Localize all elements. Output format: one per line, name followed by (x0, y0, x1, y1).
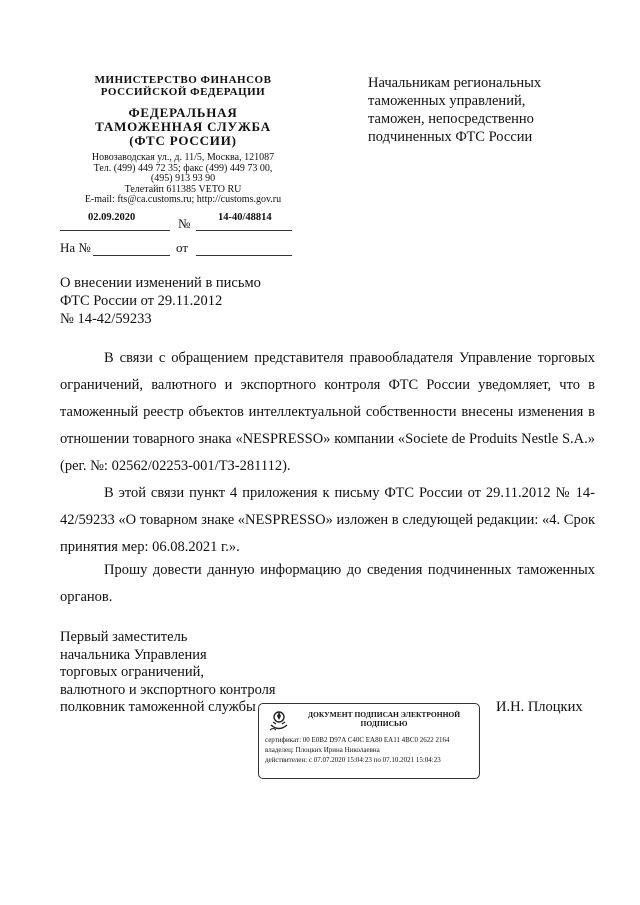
agency-address (58, 153, 308, 206)
ministry-line1: МИНИСТЕРСТВО ФИНАНСОВ (94, 74, 272, 86)
reg-number-sign: № (178, 216, 191, 231)
addressee-line1: Начальникам региональных (368, 75, 542, 91)
address-line1: Новозаводская ул., д. 11/5, Москва, 121087 (91, 152, 275, 163)
subject-line3: № 14-42/59233 (60, 311, 152, 327)
signatory-line5: полковник таможенной службы (60, 699, 256, 715)
subject-block (60, 274, 261, 328)
signatory-line3: торговых ограничений, (60, 664, 204, 680)
subject-line2: ФТС России от 29.11.2012 (60, 293, 223, 309)
signatory-line2: начальника Управления (60, 646, 207, 663)
stamp-details (265, 736, 477, 765)
subject-line1: О внесении изменений в письмо (60, 275, 261, 291)
body-paragraph-1: В связи с обращением представителя правообладателя Управление торговых ограничений, валютного и экспортного контроля ФТС России уведомляет, что в таможенный реестр объектов интеллектуальной собственности внесены изменения в отношении товарного знака «NESPRESSO» компании «Societe de Produits Nestle S.A.» (рег. №: 02562/02253-001/ТЗ-281112). (60, 350, 595, 474)
emblem-icon (267, 708, 291, 737)
ref-from-label: от (176, 240, 189, 255)
body-paragraph-3: Прошу довести данную информацию до сведения подчиненных таможенных органов. (60, 562, 595, 605)
agency-name (58, 106, 308, 148)
reg-number: 14-40/48814 (218, 212, 272, 223)
reg-date: 02.09.2020 (88, 212, 136, 223)
stamp-validity: действителен: с 07.07.2020 15:04:23 по 07.10.2021 15:04:23 (265, 756, 441, 764)
signatory-name: И.Н. Плоцких (496, 699, 583, 715)
address-line4: Телетайп 611385 VETO RU (124, 183, 242, 195)
address-line5: E-mail: fts@ca.customs.ru; http://customs.gov.ru (84, 194, 282, 205)
signatory-line4: валютного и экспортного контроля (60, 681, 276, 698)
agency-line3: (ФТС РОССИИ) (129, 133, 237, 148)
ministry-line2: РОССИЙСКОЙ ФЕДЕРАЦИИ (100, 86, 266, 98)
stamp-title: ДОКУМЕНТ ПОДПИСАН ЭЛЕКТРОННОЙ ПОДПИСЬЮ (307, 710, 461, 728)
addressee-line2: таможенных управлений, (368, 93, 526, 109)
stamp-owner: владелец: Плоцких Ирина Николаевна (265, 746, 380, 754)
body-paragraph-2: В этой связи пункт 4 приложения к письму ФТС России от 29.11.2012 № 14-42/59233 «О товарном знаке «NESPRESSO» изложен в следующей редакции: «4. Срок принятия мер: 06.08.2021 г.». (60, 485, 595, 555)
reg-number-field (196, 212, 292, 231)
agency-line1: ФЕДЕРАЛЬНАЯ (128, 105, 238, 120)
addressee-line3: таможен, непосредственно (368, 111, 534, 127)
addressee-block (368, 74, 598, 146)
ref-number-field (93, 240, 170, 256)
addressee-line4: подчиненных ФТС России (368, 129, 533, 145)
signatory-title (60, 629, 276, 717)
ministry-name (58, 74, 308, 98)
agency-line2: ТАМОЖЕННАЯ СЛУЖБА (95, 119, 271, 134)
reg-date-field (60, 212, 170, 231)
ref-date-field (196, 240, 292, 256)
e-signature-stamp (258, 703, 480, 779)
address-line3: (495) 913 93 90 (150, 173, 216, 184)
signatory-line1: Первый заместитель (60, 629, 188, 645)
stamp-certificate: сертификат: 00 E0B2 D97A C40C EA80 EA11 4BC0 2622 2164 (265, 736, 450, 744)
ref-label: На № (60, 240, 91, 255)
address-line2: Тел. (499) 449 72 35; факс (499) 449 73 00, (93, 162, 273, 174)
